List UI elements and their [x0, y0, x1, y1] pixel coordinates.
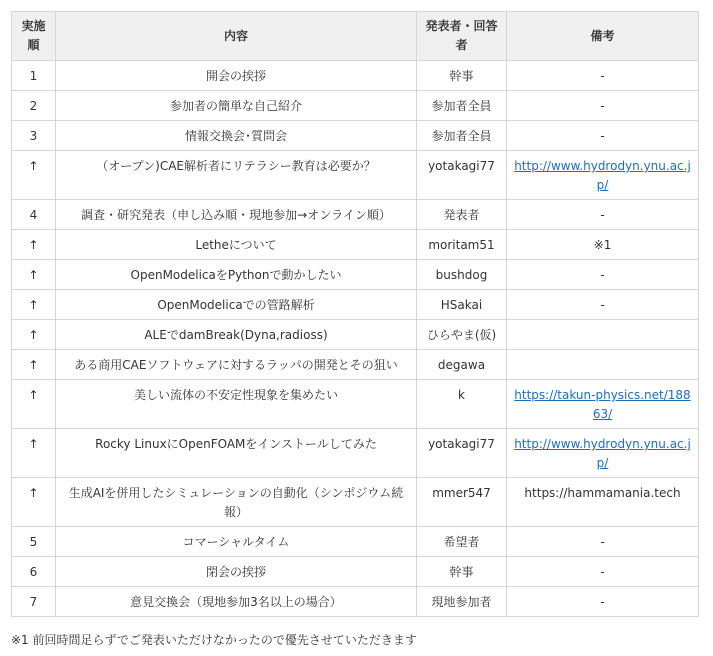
table-row — [12, 91, 699, 121]
table-row — [12, 200, 699, 230]
row-presenter: ひらやま(仮) — [417, 320, 507, 350]
row-content: コマーシャルタイム — [56, 527, 417, 557]
row-note: - — [507, 121, 699, 151]
row-presenter: 発表者 — [417, 200, 507, 230]
row-order: ↑ — [12, 320, 56, 350]
row-presenter: k — [417, 380, 507, 429]
row-order: ↑ — [12, 290, 56, 320]
row-presenter: 希望者 — [417, 527, 507, 557]
row-order: 4 — [12, 200, 56, 230]
note-link[interactable]: https://takun-physics.net/18863/ — [514, 388, 691, 421]
row-note: - — [507, 91, 699, 121]
header-note: 備考 — [507, 12, 699, 61]
table-row — [12, 527, 699, 557]
row-note: - — [507, 557, 699, 587]
table-body — [12, 61, 699, 617]
header-content: 内容 — [56, 12, 417, 61]
row-presenter: yotakagi77 — [417, 429, 507, 478]
row-order: 3 — [12, 121, 56, 151]
row-note: - — [507, 200, 699, 230]
row-presenter: 現地参加者 — [417, 587, 507, 617]
row-order: ↑ — [12, 260, 56, 290]
row-order: ↑ — [12, 478, 56, 527]
row-content: OpenModelicaでの管路解析 — [56, 290, 417, 320]
row-content: 情報交換会･質問会 — [56, 121, 417, 151]
row-presenter: 参加者全員 — [417, 121, 507, 151]
row-order: 5 — [12, 527, 56, 557]
row-order: ↑ — [12, 151, 56, 200]
table-row — [12, 151, 699, 200]
row-content: Letheについて — [56, 230, 417, 260]
table-row — [12, 230, 699, 260]
row-presenter: HSakai — [417, 290, 507, 320]
row-content: 参加者の簡単な自己紹介 — [56, 91, 417, 121]
footnote: ※1 前回時間足らずでご発表いただけなかったので優先させていただきます — [11, 633, 417, 647]
row-presenter: moritam51 — [417, 230, 507, 260]
row-presenter: 幹事 — [417, 61, 507, 91]
row-note: - — [507, 587, 699, 617]
row-note — [507, 151, 699, 200]
row-order: 1 — [12, 61, 56, 91]
row-content: ある商用CAEソフトウェアに対するラッパの開発とその狙い — [56, 350, 417, 380]
note-link[interactable]: http://www.hydrodyn.ynu.ac.jp/ — [514, 437, 691, 470]
table-row — [12, 320, 699, 350]
table-row — [12, 380, 699, 429]
table-row — [12, 429, 699, 478]
row-content: 調査・研究発表（申し込み順・現地参加→オンライン順） — [56, 200, 417, 230]
row-content: 開会の挨拶 — [56, 61, 417, 91]
table-row — [12, 121, 699, 151]
table-row — [12, 557, 699, 587]
row-note — [507, 380, 699, 429]
table-header-row — [12, 12, 699, 61]
table-row — [12, 350, 699, 380]
header-presenter: 発表者・回答者 — [417, 12, 507, 61]
table-row — [12, 260, 699, 290]
row-content: 美しい流体の不安定性現象を集めたい — [56, 380, 417, 429]
row-order: ↑ — [12, 429, 56, 478]
table-row — [12, 478, 699, 527]
row-presenter: yotakagi77 — [417, 151, 507, 200]
row-order: ↑ — [12, 350, 56, 380]
row-order: 7 — [12, 587, 56, 617]
row-note: - — [507, 290, 699, 320]
row-presenter: mmer547 — [417, 478, 507, 527]
schedule-container — [11, 11, 698, 617]
row-content: OpenModelicaをPythonで動かしたい — [56, 260, 417, 290]
row-content: （オープン)CAE解析者にリテラシー教育は必要か？ — [56, 151, 417, 200]
row-note — [507, 320, 699, 350]
table-row — [12, 587, 699, 617]
note-link[interactable]: http://www.hydrodyn.ynu.ac.jp/ — [514, 159, 691, 192]
row-presenter: bushdog — [417, 260, 507, 290]
row-presenter: degawa — [417, 350, 507, 380]
row-note: - — [507, 61, 699, 91]
row-order: 6 — [12, 557, 56, 587]
table-row — [12, 61, 699, 91]
table-row — [12, 290, 699, 320]
row-content: 意見交換会（現地参加3名以上の場合） — [56, 587, 417, 617]
row-order: 2 — [12, 91, 56, 121]
row-presenter: 幹事 — [417, 557, 507, 587]
row-content: 閉会の挨拶 — [56, 557, 417, 587]
row-note: ※1 — [507, 230, 699, 260]
header-order: 実施順 — [12, 12, 56, 61]
row-note: https://hammamania.tech — [507, 478, 699, 527]
row-presenter: 参加者全員 — [417, 91, 507, 121]
row-content: Rocky LinuxにOpenFOAMをインストールしてみた — [56, 429, 417, 478]
row-note: - — [507, 527, 699, 557]
row-content: ALEでdamBreak(Dyna,radioss) — [56, 320, 417, 350]
row-content: 生成AIを併用したシミュレーションの自動化（シンポジウム続報） — [56, 478, 417, 527]
row-note — [507, 429, 699, 478]
schedule-table — [11, 11, 699, 617]
row-note: - — [507, 260, 699, 290]
row-order: ↑ — [12, 380, 56, 429]
row-note — [507, 350, 699, 380]
row-order: ↑ — [12, 230, 56, 260]
